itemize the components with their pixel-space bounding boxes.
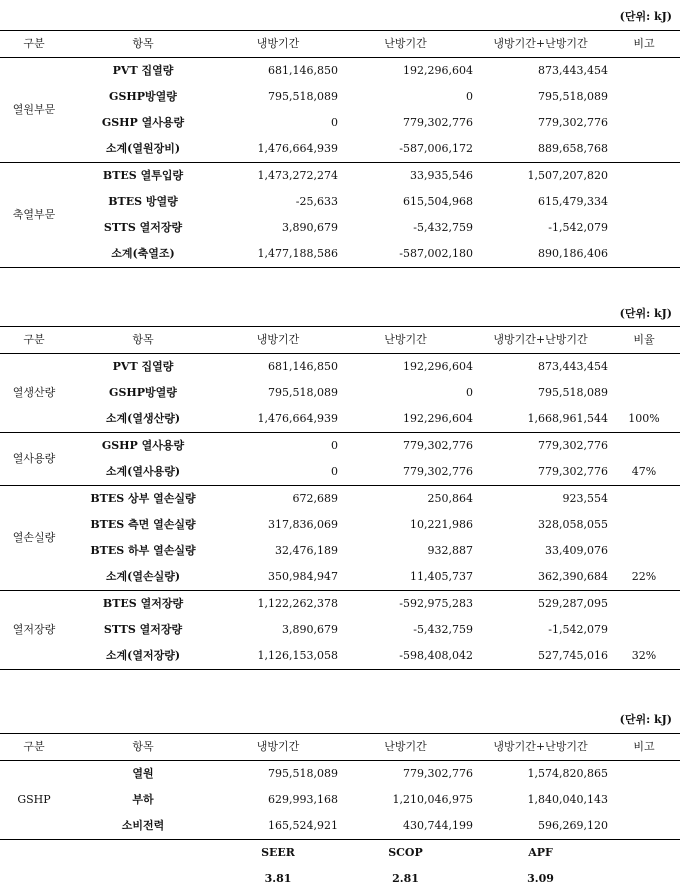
cell-ratio bbox=[608, 538, 680, 564]
cell-heating: 0 bbox=[466, 90, 473, 103]
header-item: 항목 bbox=[132, 333, 154, 346]
table-row bbox=[0, 564, 680, 591]
table-row bbox=[0, 380, 680, 406]
header-heating: 난방기간 bbox=[384, 333, 427, 346]
cell-total: 795,518,089 bbox=[538, 386, 608, 399]
cell-heating: 192,296,604 bbox=[403, 412, 473, 425]
cell-heating: 779,302,776 bbox=[403, 116, 473, 129]
row-item: PVT 집열량 bbox=[112, 360, 174, 373]
cell-heating: -5,432,759 bbox=[413, 623, 473, 636]
cell-ratio bbox=[608, 617, 680, 643]
table-row bbox=[0, 617, 680, 643]
cell-cooling: 1,477,188,586 bbox=[257, 247, 338, 260]
cell-note bbox=[608, 84, 680, 110]
cell-cooling: 1,122,262,378 bbox=[257, 597, 338, 610]
table-row bbox=[0, 354, 680, 381]
header-note: 비고 bbox=[633, 37, 655, 50]
table-row bbox=[0, 84, 680, 110]
row-item: BTES 측면 열손실량 bbox=[90, 518, 196, 531]
cell-note bbox=[608, 787, 680, 813]
cell-heating: 250,864 bbox=[427, 492, 473, 505]
cell-note bbox=[608, 136, 680, 163]
cell-ratio: 22% bbox=[631, 570, 657, 583]
cell-heating: -587,002,180 bbox=[399, 247, 473, 260]
header-total: 냉방기간+난방기간 bbox=[493, 37, 588, 50]
header-category: 구분 bbox=[23, 37, 45, 50]
cell-total: 873,443,454 bbox=[538, 360, 608, 373]
cell-total: 873,443,454 bbox=[538, 64, 608, 77]
table-row bbox=[0, 761, 680, 788]
group-label: 열손실량 bbox=[12, 531, 56, 544]
cell-heating: -598,408,042 bbox=[399, 649, 473, 662]
empty-cell bbox=[68, 866, 218, 892]
cell-total: 779,302,776 bbox=[538, 439, 608, 452]
cell-ratio bbox=[608, 512, 680, 538]
cell-total: 890,186,406 bbox=[538, 247, 608, 260]
table-row bbox=[0, 459, 680, 486]
cell-cooling: 165,524,921 bbox=[268, 819, 338, 832]
cell-ratio: 47% bbox=[631, 465, 657, 478]
header-total: 냉방기간+난방기간 bbox=[493, 740, 588, 753]
cell-total: 1,668,961,544 bbox=[527, 412, 608, 425]
perf-label-scop: SCOP bbox=[388, 846, 423, 859]
cell-cooling: 1,476,664,939 bbox=[257, 412, 338, 425]
row-item: 소계(열원장비) bbox=[105, 142, 181, 155]
cell-total: 596,269,120 bbox=[538, 819, 608, 832]
header-cooling: 냉방기간 bbox=[256, 333, 300, 346]
cell-cooling: 795,518,089 bbox=[268, 386, 338, 399]
row-item: 소계(열사용량) bbox=[105, 465, 181, 478]
performance-value-row bbox=[0, 866, 680, 892]
cell-total: 889,658,768 bbox=[538, 142, 608, 155]
cell-total: -1,542,079 bbox=[548, 623, 608, 636]
table-row bbox=[0, 643, 680, 670]
header-heating: 난방기간 bbox=[384, 37, 427, 50]
table-row bbox=[0, 591, 680, 618]
cell-cooling: 317,836,069 bbox=[268, 518, 338, 531]
cell-cooling: 350,984,947 bbox=[268, 570, 338, 583]
cell-heating: 10,221,986 bbox=[410, 518, 473, 531]
header-ratio: 비율 bbox=[633, 333, 655, 346]
table-row bbox=[0, 189, 680, 215]
row-item: GSHP방열량 bbox=[109, 386, 177, 399]
row-item: 부하 bbox=[132, 793, 154, 806]
cell-ratio: 32% bbox=[631, 649, 657, 662]
cell-cooling: 0 bbox=[331, 439, 338, 452]
perf-value-apf: 3.09 bbox=[527, 872, 554, 885]
empty-cell bbox=[0, 840, 68, 867]
cell-total: 33,409,076 bbox=[545, 544, 608, 557]
cell-total: 529,287,095 bbox=[538, 597, 608, 610]
cell-total: 779,302,776 bbox=[538, 465, 608, 478]
group-label: 열저장량 bbox=[12, 623, 56, 636]
cell-total: 1,507,207,820 bbox=[527, 169, 608, 182]
table-gshp bbox=[0, 733, 680, 892]
table-row bbox=[0, 215, 680, 241]
cell-note bbox=[608, 189, 680, 215]
cell-total: 615,479,334 bbox=[538, 195, 608, 208]
perf-label-apf: APF bbox=[528, 846, 553, 859]
cell-ratio bbox=[608, 380, 680, 406]
group-label: 축열부문 bbox=[12, 208, 56, 221]
row-item: PVT 집열량 bbox=[112, 64, 174, 77]
cell-note bbox=[608, 58, 680, 85]
row-item: GSHP방열량 bbox=[109, 90, 177, 103]
cell-heating: -592,975,283 bbox=[399, 597, 473, 610]
row-item: 열원 bbox=[132, 767, 154, 780]
cell-heating: 932,887 bbox=[427, 544, 473, 557]
header-item: 항목 bbox=[132, 37, 154, 50]
group-label: GSHP bbox=[17, 793, 51, 806]
cell-cooling: 795,518,089 bbox=[268, 767, 338, 780]
cell-cooling: 3,890,679 bbox=[282, 623, 338, 636]
cell-heating: -587,006,172 bbox=[399, 142, 473, 155]
group-label: 열생산량 bbox=[12, 386, 56, 399]
cell-ratio bbox=[608, 591, 680, 618]
perf-label-seer: SEER bbox=[261, 846, 295, 859]
cell-ratio bbox=[608, 354, 680, 381]
row-item: 소계(축열조) bbox=[111, 247, 175, 260]
group-label: 열원부문 bbox=[12, 103, 56, 116]
row-item: BTES 상부 열손실량 bbox=[90, 492, 196, 505]
cell-total: 527,745,016 bbox=[538, 649, 608, 662]
header-cooling: 냉방기간 bbox=[256, 37, 300, 50]
header-heating: 난방기간 bbox=[384, 740, 427, 753]
cell-total: 1,840,040,143 bbox=[527, 793, 608, 806]
cell-cooling: 0 bbox=[331, 465, 338, 478]
cell-total: 328,058,055 bbox=[538, 518, 608, 531]
table-row bbox=[0, 136, 680, 163]
cell-cooling: -25,633 bbox=[295, 195, 338, 208]
perf-value-scop: 2.81 bbox=[392, 872, 419, 885]
table-row bbox=[0, 486, 680, 513]
cell-total: 795,518,089 bbox=[538, 90, 608, 103]
header-cooling: 냉방기간 bbox=[256, 740, 300, 753]
empty-cell bbox=[0, 866, 68, 892]
cell-cooling: 672,689 bbox=[292, 492, 338, 505]
cell-heating: 1,210,046,975 bbox=[392, 793, 473, 806]
row-item: 소계(열생산량) bbox=[105, 412, 181, 425]
row-item: 소비전력 bbox=[121, 819, 165, 832]
header-note: 비고 bbox=[633, 740, 655, 753]
cell-note bbox=[608, 761, 680, 788]
cell-ratio bbox=[608, 433, 680, 460]
cell-total: 779,302,776 bbox=[538, 116, 608, 129]
table-row bbox=[0, 538, 680, 564]
cell-heating: 192,296,604 bbox=[403, 64, 473, 77]
cell-cooling: 1,473,272,274 bbox=[257, 169, 338, 182]
table-header-row bbox=[0, 734, 680, 761]
header-total: 냉방기간+난방기간 bbox=[493, 333, 588, 346]
cell-ratio bbox=[608, 486, 680, 513]
cell-heating: 11,405,737 bbox=[410, 570, 473, 583]
cell-heating: 615,504,968 bbox=[403, 195, 473, 208]
table-header-row bbox=[0, 327, 680, 354]
cell-total: -1,542,079 bbox=[548, 221, 608, 234]
group-label: 열사용량 bbox=[12, 452, 56, 465]
cell-note bbox=[608, 110, 680, 136]
cell-total: 1,574,820,865 bbox=[527, 767, 608, 780]
cell-note bbox=[608, 215, 680, 241]
cell-heating: 779,302,776 bbox=[403, 465, 473, 478]
table-row bbox=[0, 787, 680, 813]
row-item: 소계(열저장량) bbox=[105, 649, 181, 662]
table-header-row bbox=[0, 31, 680, 58]
empty-cell bbox=[608, 866, 680, 892]
cell-cooling: 629,993,168 bbox=[268, 793, 338, 806]
cell-cooling: 681,146,850 bbox=[268, 64, 338, 77]
row-item: STTS 열저장량 bbox=[103, 623, 183, 636]
cell-heating: 33,935,546 bbox=[410, 169, 473, 182]
cell-total: 362,390,684 bbox=[538, 570, 608, 583]
cell-heating: 0 bbox=[466, 386, 473, 399]
cell-total: 923,554 bbox=[562, 492, 608, 505]
row-item: GSHP 열사용량 bbox=[101, 439, 185, 452]
unit-label-2: (단위: kJ) bbox=[619, 307, 672, 320]
empty-cell bbox=[608, 840, 680, 867]
perf-value-seer: 3.81 bbox=[264, 872, 292, 885]
cell-heating: 779,302,776 bbox=[403, 767, 473, 780]
table-row bbox=[0, 813, 680, 840]
cell-cooling: 681,146,850 bbox=[268, 360, 338, 373]
row-item: STTS 열저장량 bbox=[103, 221, 183, 234]
table-row bbox=[0, 406, 680, 433]
cell-ratio: 100% bbox=[628, 412, 660, 425]
performance-label-row bbox=[0, 840, 680, 867]
cell-note bbox=[608, 163, 680, 190]
row-item: GSHP 열사용량 bbox=[101, 116, 185, 129]
cell-note bbox=[608, 241, 680, 268]
cell-cooling: 1,476,664,939 bbox=[257, 142, 338, 155]
cell-heating: 192,296,604 bbox=[403, 360, 473, 373]
row-item: BTES 방열량 bbox=[108, 195, 178, 208]
empty-cell bbox=[68, 840, 218, 867]
row-item: BTES 열투입량 bbox=[102, 169, 184, 182]
row-item: 소계(열손실량) bbox=[105, 570, 181, 583]
table-row bbox=[0, 433, 680, 460]
row-item: BTES 하부 열손실량 bbox=[90, 544, 196, 557]
cell-cooling: 32,476,189 bbox=[275, 544, 338, 557]
table-row bbox=[0, 241, 680, 268]
table-row bbox=[0, 110, 680, 136]
header-category: 구분 bbox=[23, 333, 45, 346]
cell-heating: 430,744,199 bbox=[403, 819, 473, 832]
table-row bbox=[0, 58, 680, 85]
unit-label-3: (단위: kJ) bbox=[619, 713, 672, 726]
cell-cooling: 0 bbox=[331, 116, 338, 129]
table-row bbox=[0, 163, 680, 190]
cell-heating: 779,302,776 bbox=[403, 439, 473, 452]
table-heat-balance bbox=[0, 326, 680, 670]
header-category: 구분 bbox=[23, 740, 45, 753]
table-row bbox=[0, 512, 680, 538]
cell-cooling: 3,890,679 bbox=[282, 221, 338, 234]
row-item: BTES 열저장량 bbox=[102, 597, 184, 610]
unit-label-1: (단위: kJ) bbox=[619, 10, 672, 23]
cell-cooling: 795,518,089 bbox=[268, 90, 338, 103]
cell-note bbox=[608, 813, 680, 840]
header-item: 항목 bbox=[132, 740, 154, 753]
table-heat-source bbox=[0, 30, 680, 268]
cell-cooling: 1,126,153,058 bbox=[257, 649, 338, 662]
cell-heating: -5,432,759 bbox=[413, 221, 473, 234]
